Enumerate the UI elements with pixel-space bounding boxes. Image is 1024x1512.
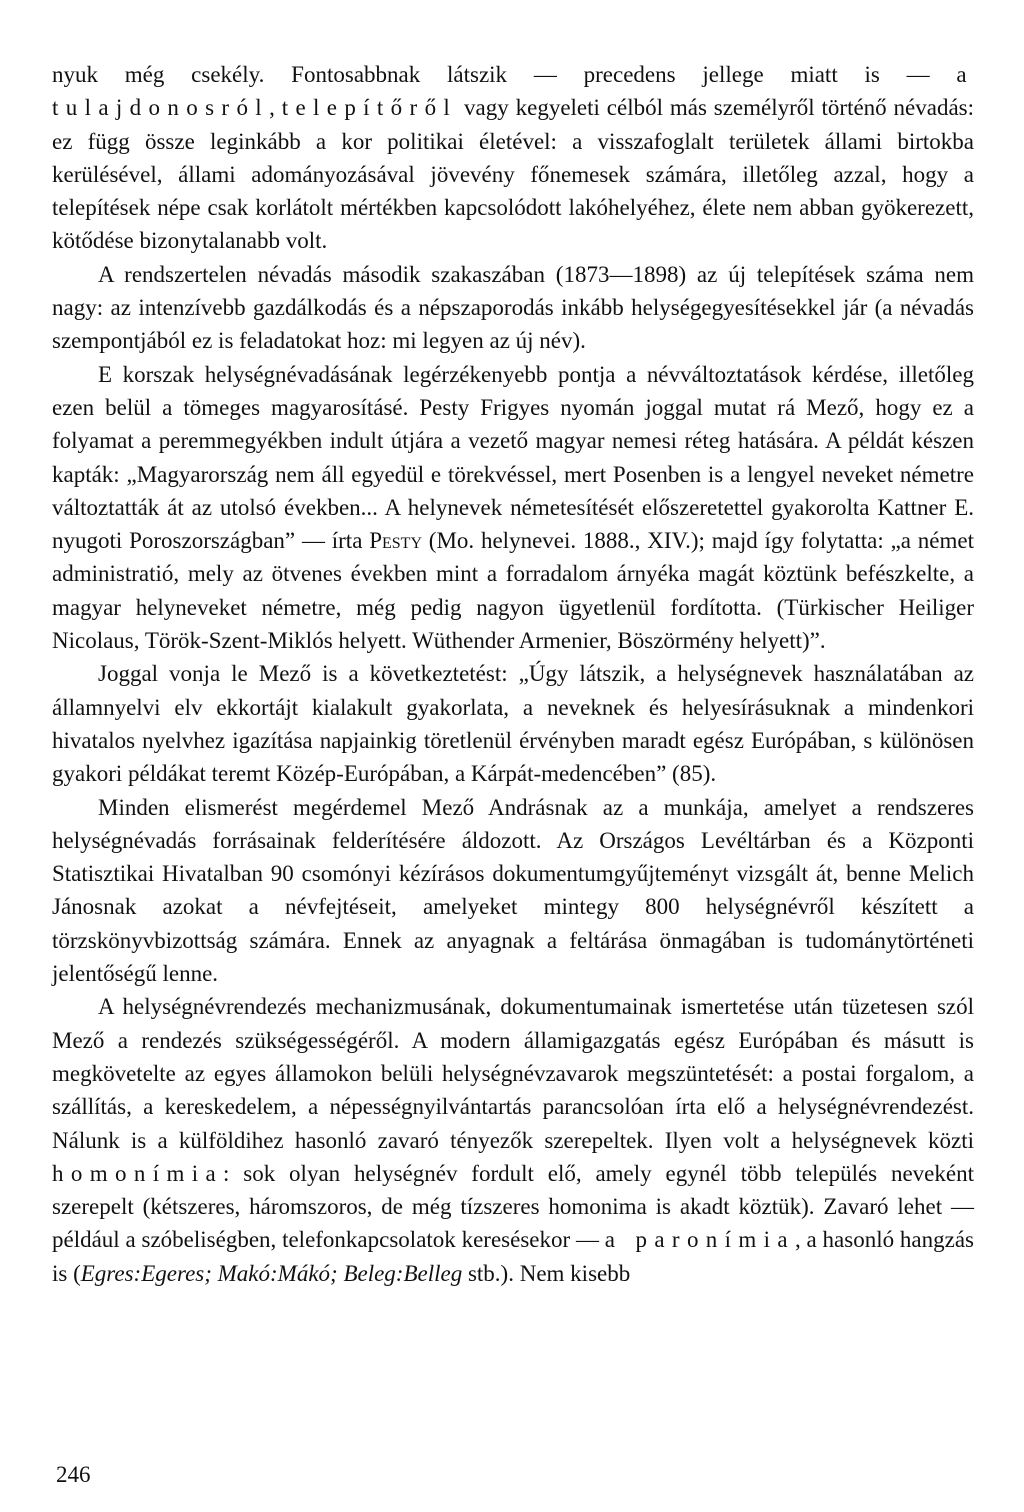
paragraph-6 bbox=[52, 990, 974, 1290]
text-segment: Egres:Egeres; Makó:Mákó; Beleg:Belleg bbox=[80, 1260, 463, 1286]
paragraph-1 bbox=[52, 58, 974, 258]
text-segment: E korszak helységnévadásának legérzékenyebb pontja a névváltoztatások kérdése, illetőleg ezen belül a tömeges magyarosításé. Pesty Frigyes nyomán joggal mutat rá Mező, hogy ez a folyamat a peremmegyékben indult útjára a vezető magyar nemesi réteg hatására. A példát készen kapták: „Magyarország nem áll egyedül e törekvéssel, mert Posenben is a lengyel neveket németre változtatták át az utolsó években... A helynevek németesítését előszeretettel gyakorolta Kattner E. nyugoti Poroszországban” — írta bbox=[52, 361, 974, 554]
text-segment: a paronímia bbox=[604, 1227, 795, 1253]
text-segment: , a hasonló hangzás is ( bbox=[52, 1227, 974, 1286]
text-segment: A helységnévrendezés mechanizmusának, dokumentumainak ismertetése után tüzetesen szól Mező a rendezés szükségességéről. A modern államigazgatás egész Európában és másutt is megkövetelte az egyes államokon belüli helységnévzavarok megszüntetését: a postai forgalom, a szállítás, a kereskedelem, a népességnyilvántartás parancsolóan írta elő a helységnévrendezést. Nálunk is a külföldihez hasonló zavaró tényezők szerepeltek. Ilyen volt a helységnevek közti bbox=[52, 994, 974, 1153]
text-segment: Pesty bbox=[369, 528, 422, 554]
paragraph-3 bbox=[52, 358, 974, 658]
text-segment: A rendszertelen névadás második szakaszában (1873—1898) az új telepítések száma nem nagy: az intenzívebb gazdálkodás és a népszaporodás inkább helységegyesítésekkel jár (a névadás szempontjából ez is feladatokat hoz: mi legyen az új név). bbox=[52, 261, 974, 354]
text-segment: : sok olyan helységnév fordult elő, amely egynél több település neveként szerepelt (kétszeres, háromszoros, de még tízszeres homonima is akadt köztük). Zavaró lehet — például a szóbeliségben, telefonkapcsolatok keresésekor — bbox=[52, 1160, 974, 1253]
text-segment: a tulajdonosról bbox=[52, 62, 974, 121]
text-segment: Joggal vonja le Mező is a következtetést: „Úgy látszik, a helységnevek használatában az államnyelvi elv ekkortájt kialakult gyakorlata, a neveknek és helyesírásuknak a mindenkori hivatalos nyelvhez igazítása napjainkig töretlenül érvényben maradt egész Európában, s különösen gyakori példákat teremt Közép-Európában, a Kárpát-medencében” (85). bbox=[52, 661, 974, 787]
paragraph-2 bbox=[52, 258, 974, 358]
text-segment: nyuk még csekély. Fontosabbnak látszik — precedens jellege miatt is — bbox=[52, 62, 957, 87]
paragraph-5 bbox=[52, 791, 974, 991]
text-segment: homonímia bbox=[52, 1160, 224, 1186]
text-segment: telepítőről bbox=[281, 95, 458, 121]
text-segment: stb.). Nem kisebb bbox=[462, 1260, 631, 1286]
text-segment: (Mo. helynevei. 1888., XIV.); majd így folytatta: „a német administratió, mely az ötvenes években mint a forradalom árnyéka magát köztünk befészkelte, a magyar helyneveket németre, még pedig nagyon ügyetlenül fordította. (Türkischer Heiliger Nicolaus, Török-Szent-Miklós helyett. Wüthender Armenier, Böszörmény helyett)”. bbox=[52, 528, 974, 654]
text-segment: Minden elismerést megérdemel Mező Andrásnak az a munkája, amelyet a rendszeres helységnévadás forrásainak felderítésére áldozott. Az Országos Levéltárban és a Központi Statisztikai Hivatalban 90 csomónyi kézírásos dokumentumgyűjteményt vizsgált át, benne Melich Jánosnak azokat a névfejtéseit, amelyeket mintegy 800 helységnévről készített a törzskönyvbizottság számára. Ennek az anyagnak a feltárása önmagában is tudománytörténeti jelentőségű lenne. bbox=[52, 794, 974, 987]
paragraph-4 bbox=[52, 657, 974, 790]
page-body bbox=[52, 58, 974, 1290]
text-segment: vagy kegyeleti célból más személyről történő névadás: ez függ össze leginkább a kor politikai életével: a visszafoglalt területek állami birtokba kerülésével, állami adományozásával jövevény főnemesek számára, illetőleg azzal, hogy a telepítések népe csak korlátolt mértékben kapcsolódott lakóhelyéhez, élete nem abban gyökerezett, kötődése bizonytalanabb volt. bbox=[52, 95, 975, 254]
text-segment: , bbox=[269, 95, 282, 121]
page-number: 246 bbox=[56, 1462, 91, 1487]
